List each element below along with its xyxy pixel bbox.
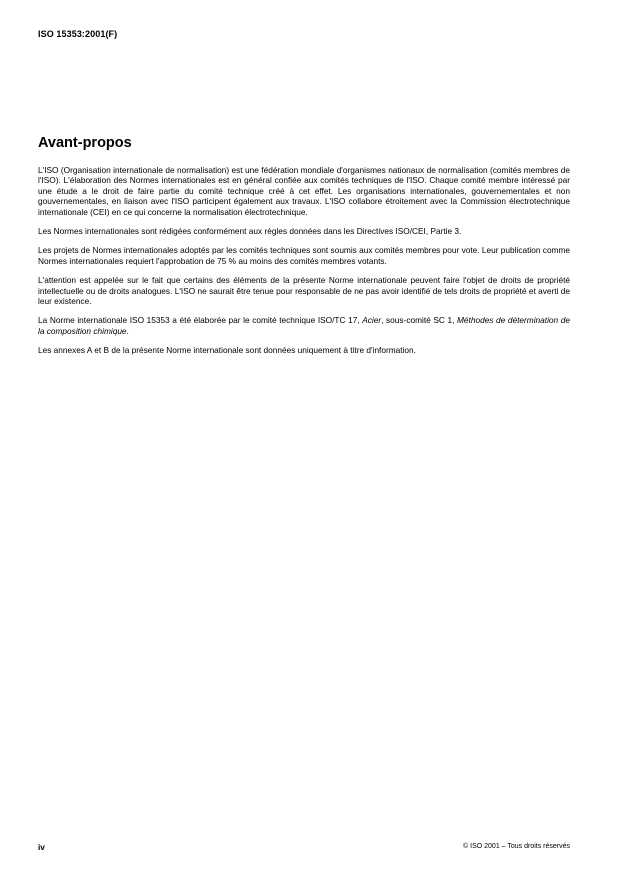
copyright-notice: © ISO 2001 – Tous droits réservés xyxy=(463,843,570,850)
paragraph-patent-rights: L'attention est appelée sur le fait que certains des éléments de la présente Norme internationale peuvent faire l'objet de droits de propriété intellectuelle ou de droits analogues. L'ISO ne saurait être tenue pour responsable de ne pas avoir identifié de tels droits de propriété et averti de leur existence. xyxy=(38,275,570,307)
paragraph-annexes: Les annexes A et B de la présente Norme internationale sont données uniquement à titre d'information. xyxy=(38,345,416,356)
committee-text-3: . xyxy=(126,325,129,336)
committee-name-acier: Acier xyxy=(362,315,382,326)
page-number: iv xyxy=(38,842,45,852)
section-title: Avant-propos xyxy=(38,135,132,151)
committee-text-2: , sous-comité SC 1, xyxy=(381,315,458,326)
paragraph-directives: Les Normes internationales sont rédigées conformément aux règles données dans les Directives ISO/CEI, Partie 3. xyxy=(38,226,462,237)
committee-text-1: La Norme internationale ISO 15353 a été élaborée par le comité technique ISO/TC 17, xyxy=(38,315,363,326)
paragraph-committee xyxy=(38,315,570,336)
foreword-body xyxy=(38,165,570,365)
paragraph-iso-organisation: L'ISO (Organisation internationale de normalisation) est une fédération mondiale d'organismes nationaux de normalisation (comités membres de l'ISO). L'élaboration des Normes internationales est en général confiée aux comités techniques de l'ISO. Chaque comité membre intéressé par une étude a le droit de faire partie du comité technique créé à cet effet. Les organisations internationales, gouvernementales et non gouvernementales, en liaison avec l'ISO participent également aux travaux. L'ISO collabore étroitement avec la Commission électrotechnique internationale (CEI) en ce qui concerne la normalisation électrotechnique. xyxy=(38,165,570,217)
document-header-standard-id: ISO 15353:2001(F) xyxy=(38,29,118,39)
subcommittee-name: Méthodes de détermination de la composition chimique xyxy=(38,315,570,336)
paragraph-voting: Les projets de Normes internationales adoptés par les comités techniques sont soumis aux comités membres pour vote. Leur publication comme Normes internationales requiert l'approbation de 75 % au moins des comités membres votants. xyxy=(38,245,570,266)
